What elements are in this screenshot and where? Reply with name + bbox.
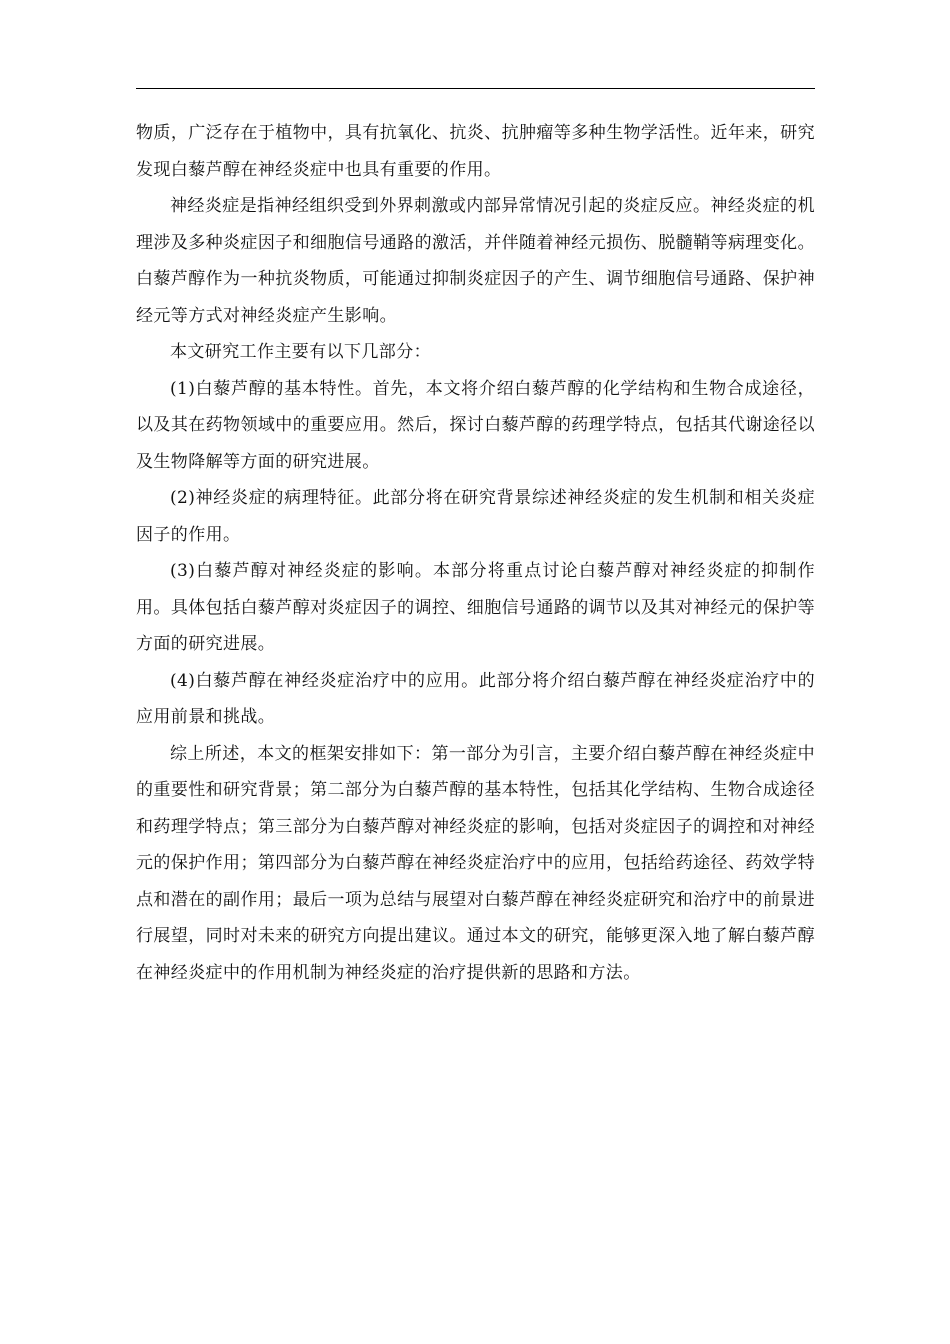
paragraph-outline-intro: 本文研究工作主要有以下几部分： bbox=[170, 342, 431, 362]
paragraph-item-1: (1)白藜芦醇的基本特性。首先，本文将介绍白藜芦醇的化学结构和生物合成途径，以及其在药物领域中的重要应用。然后，探讨白藜芦醇的药理学特点，包括其代谢途径以及生物降解等方面的研究进展。 bbox=[136, 378, 815, 472]
document-body bbox=[136, 115, 815, 991]
paragraph-item-3: (3)白藜芦醇对神经炎症的影响。本部分将重点讨论白藜芦醇对神经炎症的抑制作用。具体包括白藜芦醇对炎症因子的调控、细胞信号通路的调节以及其对神经元的保护等方面的研究进展。 bbox=[136, 561, 815, 654]
header-rule bbox=[136, 88, 815, 89]
paragraph-item-2: (2)神经炎症的病理特征。此部分将在研究背景综述神经炎症的发生机制和相关炎症因子的作用。 bbox=[136, 488, 815, 545]
paragraph-neuroinflammation: 神经炎症是指神经组织受到外界刺激或内部异常情况引起的炎症反应。神经炎症的机理涉及多种炎症因子和细胞信号通路的激活，并伴随着神经元损伤、脱髓鞘等病理变化。白藜芦醇作为一种抗炎物质，可能通过抑制炎症因子的产生、调节细胞信号通路、保护神经元等方式对神经炎症产生影响。 bbox=[136, 196, 815, 326]
paragraph-item-4: (4)白藜芦醇在神经炎症治疗中的应用。此部分将介绍白藜芦醇在神经炎症治疗中的应用前景和挑战。 bbox=[136, 670, 815, 727]
paragraph-summary: 综上所述，本文的框架安排如下：第一部分为引言，主要介绍白藜芦醇在神经炎症中的重要性和研究背景；第二部分为白藜芦醇的基本特性，包括其化学结构、生物合成途径和药理学特点；第三部分为白藜芦醇对神经炎症的影响，包括对炎症因子的调控和对神经元的保护作用；第四部分为白藜芦醇在神经炎症治疗中的应用，包括给药途径、药效学特点和潜在的副作用；最后一项为总结与展望对白藜芦醇在神经炎症研究和治疗中的前景进行展望，同时对未来的研究方向提出建议。通过本文的研究，能够更深入地了解白藜芦醇在神经炎症中的作用机制为神经炎症的治疗提供新的思路和方法。 bbox=[136, 743, 815, 983]
paragraph-continued: 物质，广泛存在于植物中，具有抗氧化、抗炎、抗肿瘤等多种生物学活性。近年来，研究发现白藜芦醇在神经炎症中也具有重要的作用。 bbox=[136, 123, 815, 180]
